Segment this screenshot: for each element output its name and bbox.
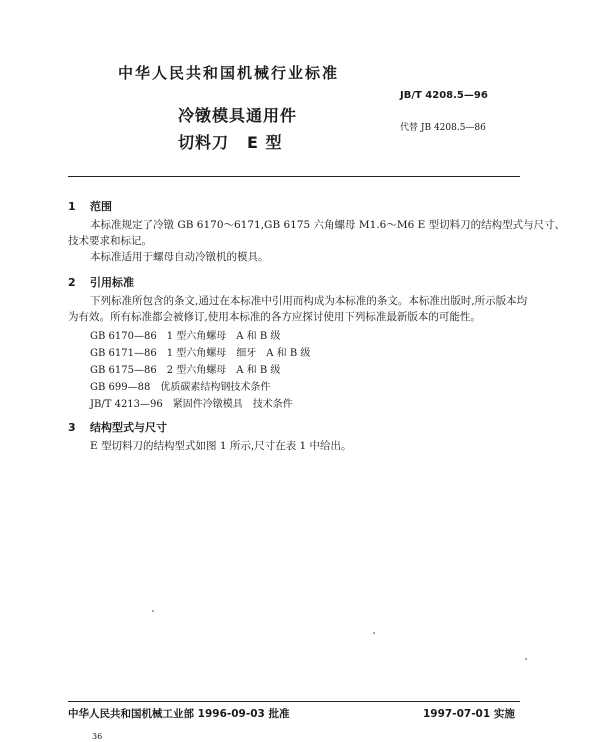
- section-title: 范围: [90, 200, 112, 213]
- section-number: 1: [68, 200, 76, 213]
- reference-code: GB 699—88: [90, 382, 151, 393]
- reference-title: 1 型六角螺母 A 和 B 级: [166, 331, 281, 342]
- issuing-organization: 中华人民共和国机械行业标准: [118, 64, 340, 82]
- reference-item: [90, 361, 280, 376]
- section-heading: [68, 274, 134, 290]
- section-number: 2: [68, 276, 76, 289]
- reference-title: 优质碳素结构钢技术条件: [160, 382, 271, 393]
- section-title: 结构型式与尺寸: [90, 421, 167, 434]
- subtitle-name: 切料刀: [178, 133, 230, 152]
- reference-item: [90, 344, 310, 359]
- scan-speck: [373, 632, 375, 634]
- section-heading: [68, 419, 167, 435]
- reference-code: JB/T 4213—96: [90, 399, 163, 410]
- paragraph-line: E 型切料刀的结构型式如图 1 所示,尺寸在表 1 中给出。: [90, 440, 352, 452]
- scan-speck: [525, 658, 527, 660]
- reference-item: [90, 395, 293, 410]
- header-divider: [68, 176, 520, 177]
- document-title: 冷镦模具通用件: [178, 106, 298, 125]
- reference-title: 2 型六角螺母 A 和 B 级: [166, 365, 281, 376]
- approval-statement: 中华人民共和国机械工业部 1996-09-03 批准: [68, 708, 290, 720]
- reference-title: 1 型六角螺母 细牙 A 和 B 级: [166, 348, 311, 359]
- reference-item: [90, 378, 270, 393]
- standard-number: JB/T 4208.5—96: [400, 90, 488, 101]
- paragraph-line: 为有效。所有标准都会被修订,使用本标准的各方应探讨使用下列标准最新版本的可能性。: [68, 311, 481, 323]
- replaces-standard: 代替 JB 4208.5—86: [400, 123, 486, 133]
- reference-title: 紧固件冷镦模具 技术条件: [172, 399, 293, 410]
- section-title: 引用标准: [90, 276, 134, 289]
- scan-speck: [152, 610, 154, 612]
- section-number: 3: [68, 421, 76, 434]
- page-number: 36: [92, 732, 103, 741]
- paragraph-line: 技术要求和标记。: [68, 235, 152, 247]
- reference-code: GB 6170—86: [90, 331, 157, 342]
- subtitle-type: E 型: [247, 133, 283, 152]
- reference-code: GB 6175—86: [90, 365, 157, 376]
- reference-code: GB 6171—86: [90, 348, 157, 359]
- paragraph-line: 本标准适用于螺母自动冷镦机的模具。: [90, 251, 269, 263]
- paragraph-line: 本标准规定了冷镦 GB 6170～6171,GB 6175 六角螺母 M1.6～M6 E 型切料刀的结构型式与尺寸、: [90, 219, 566, 231]
- effective-date: 1997-07-01 实施: [423, 708, 515, 720]
- document-subtitle: [178, 130, 283, 153]
- footer-divider: [68, 701, 520, 702]
- reference-item: [90, 327, 280, 342]
- section-heading: [68, 198, 112, 214]
- paragraph-line: 下列标准所包含的条文,通过在本标准中引用而构成为本标准的条文。本标准出版时,所示版本均: [90, 295, 528, 307]
